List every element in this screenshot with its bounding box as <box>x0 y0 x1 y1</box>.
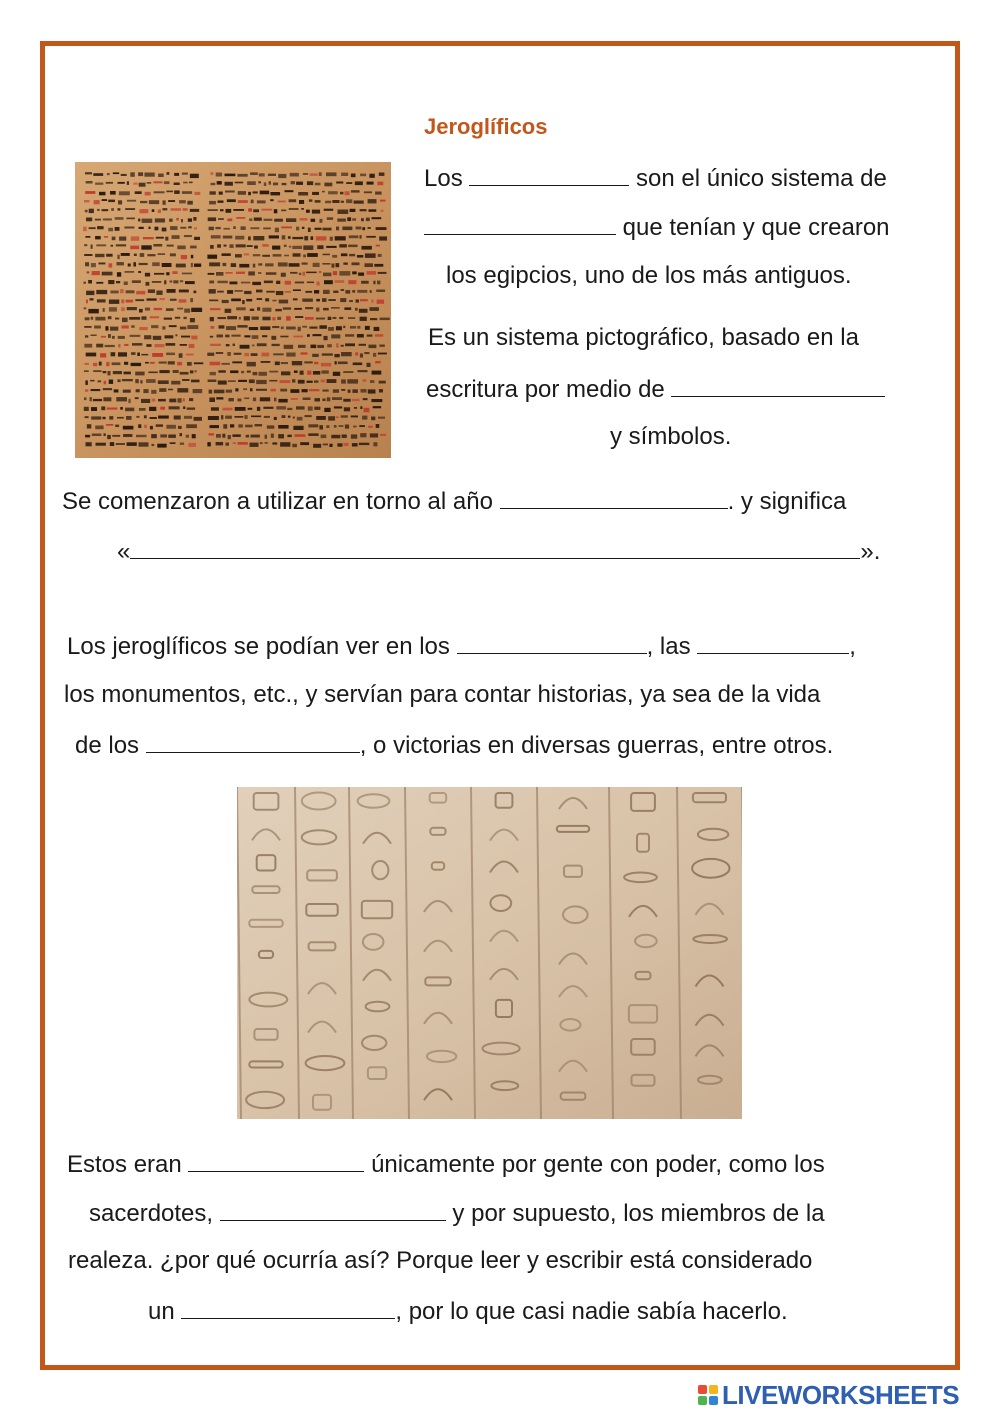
intro-line-1: Los son el único sistema de <box>424 165 887 192</box>
intro-line-6: y símbolos. <box>610 423 732 450</box>
blank-2[interactable] <box>424 214 616 235</box>
places-line-1: Los jeroglíficos se podían ver en los , las , <box>67 633 856 660</box>
places-line-3: de los , o victorias en diversas guerras, entre otros. <box>75 732 834 759</box>
usage-line-3: realeza. ¿por qué ocurría así? Porque leer y escribir está considerado <box>68 1247 813 1274</box>
places-line-2: los monumentos, etc., y servían para contar historias, ya sea de la vida <box>64 681 821 708</box>
hieroglyph-relief-image <box>237 787 742 1119</box>
liveworksheets-logo <box>698 1380 994 1410</box>
intro-line-2: que tenían y que crearon <box>424 214 890 240</box>
blank-3[interactable] <box>671 376 885 397</box>
origin-line-2: « ». <box>117 538 881 565</box>
blank-6[interactable] <box>457 633 647 654</box>
blank-1[interactable] <box>469 165 629 186</box>
blank-10[interactable] <box>220 1200 446 1221</box>
logo-text: LIVEWORKSHEETS <box>722 1379 960 1410</box>
logo-icon <box>698 1385 718 1405</box>
blank-11[interactable] <box>181 1298 395 1319</box>
origin-line-1: Se comenzaron a utilizar en torno al año . y significa <box>62 488 847 515</box>
blank-7[interactable] <box>697 633 849 654</box>
blank-8[interactable] <box>146 732 360 753</box>
blank-4[interactable] <box>500 488 728 509</box>
usage-line-2: sacerdotes, y por supuesto, los miembros de la <box>89 1200 825 1227</box>
worksheet-title: Jeroglíficos <box>424 114 548 139</box>
intro-line-5: escritura por medio de <box>426 376 885 402</box>
blank-5[interactable] <box>130 538 860 559</box>
usage-line-1: Estos eran únicamente por gente con poder, como los <box>67 1151 825 1178</box>
intro-line-3: los egipcios, uno de los más antiguos. <box>446 262 852 289</box>
blank-9[interactable] <box>188 1151 364 1172</box>
usage-line-4: un , por lo que casi nadie sabía hacerlo. <box>148 1298 788 1325</box>
papyrus-image <box>75 162 391 458</box>
intro-line-4: Es un sistema pictográfico, basado en la <box>428 324 859 351</box>
